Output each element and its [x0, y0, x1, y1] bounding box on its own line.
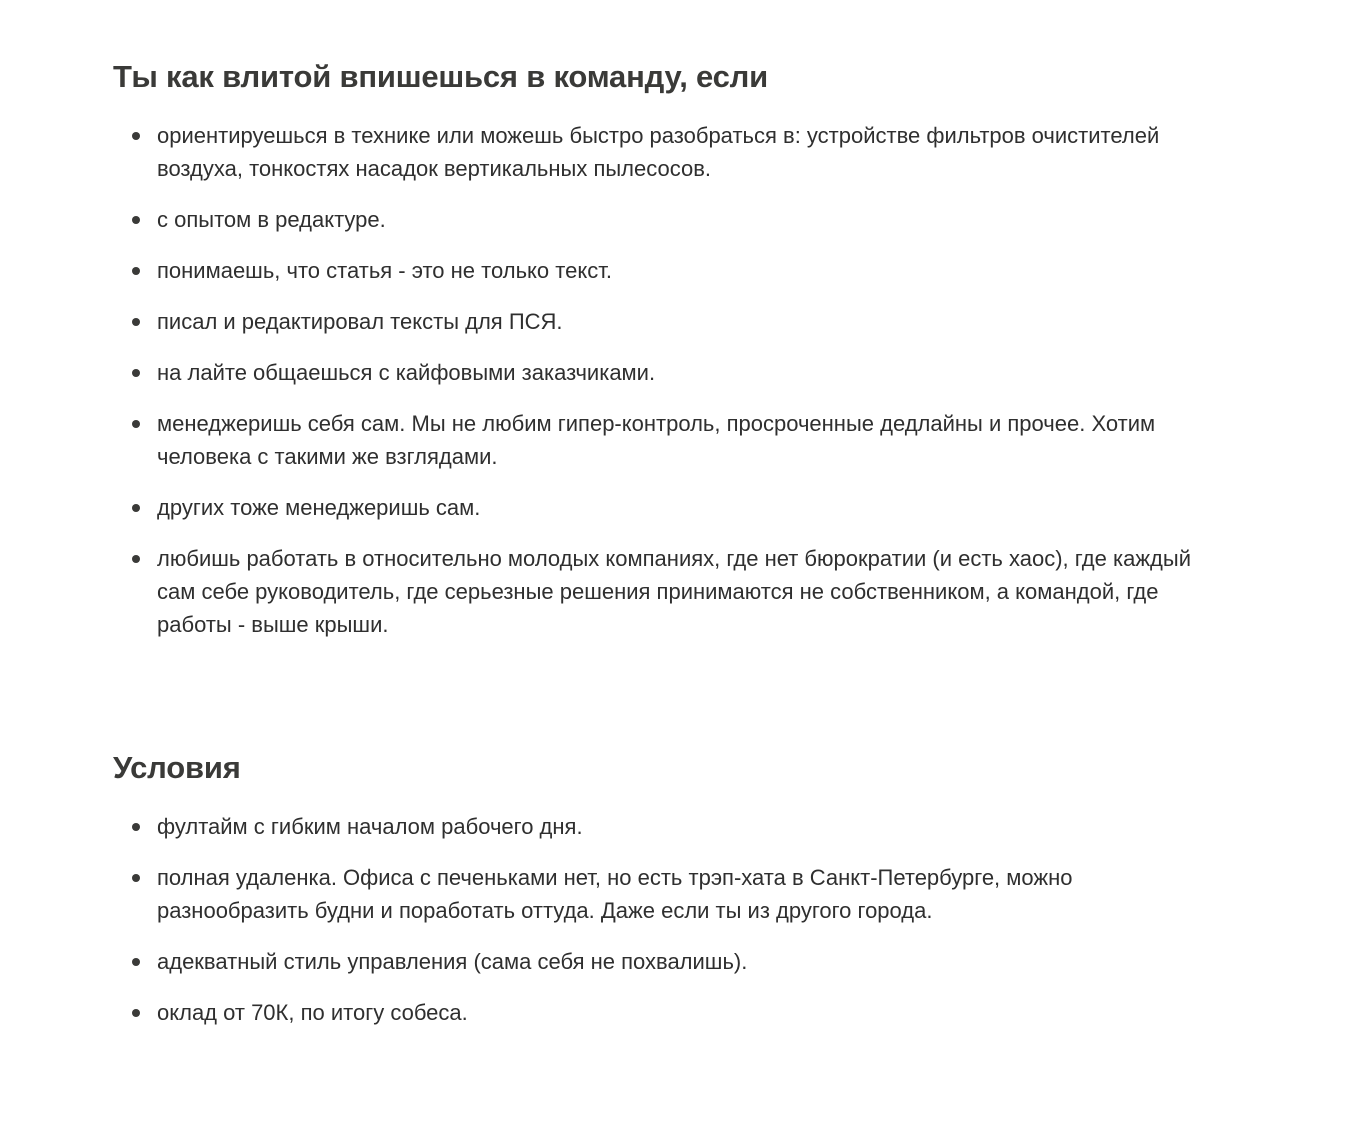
list-item — [113, 542, 1220, 641]
section-heading-conditions: Условия — [113, 749, 241, 785]
list-item-text: адекватный стиль управления (сама себя не похвалишь). — [157, 948, 748, 974]
list-item — [113, 203, 1220, 236]
list-item-text: полная удаленка. Офиса с печеньками нет, но есть трэп-хата в Санкт-Петербурге, можно разнообразить будни и поработать оттуда. Даже если ты из другого города. — [157, 864, 1073, 923]
list-item — [113, 119, 1220, 185]
list-item-text: менеджеришь себя сам. Мы не любим гипер-контроль, просроченные дедлайны и прочее. Хотим человека с такими же взглядами. — [157, 410, 1156, 469]
list-item — [113, 861, 1220, 927]
bullet-list-team-fit — [113, 119, 1220, 641]
list-item — [113, 810, 1220, 843]
list-item — [113, 491, 1220, 524]
list-item-text: оклад от 70К, по итогу собеса. — [157, 999, 468, 1025]
list-item-text: других тоже менеджеришь сам. — [157, 494, 481, 520]
list-item-text: понимаешь, что статья - это не только текст. — [157, 257, 612, 283]
list-item — [113, 945, 1220, 978]
list-item-text: на лайте общаешься с кайфовыми заказчиками. — [157, 359, 656, 385]
list-item-text: фултайм с гибким началом рабочего дня. — [157, 813, 583, 839]
list-item — [113, 356, 1220, 389]
list-item-text: ориентируешься в технике или можешь быстро разобраться в: устройстве фильтров очистителей воздуха, тонкостях насадок вертикальных пылесосов. — [157, 122, 1160, 181]
bullet-list-conditions — [113, 810, 1220, 1029]
section-team-fit — [113, 58, 1220, 641]
list-item — [113, 407, 1220, 473]
list-item-text: с опытом в редактуре. — [157, 206, 386, 232]
list-item-text: писал и редактировал тексты для ПСЯ. — [157, 308, 563, 334]
list-item — [113, 254, 1220, 287]
list-item — [113, 305, 1220, 338]
section-heading-team-fit: Ты как влитой впишешься в команду, если — [113, 59, 769, 94]
list-item-text: любишь работать в относительно молодых компаниях, где нет бюрократии (и есть хаос), где каждый сам себе руководитель, где серьезные решения принимаются не собственником, а командой, где работы - выше крыши. — [157, 545, 1191, 637]
list-item — [113, 996, 1220, 1029]
section-conditions — [113, 749, 1220, 1029]
